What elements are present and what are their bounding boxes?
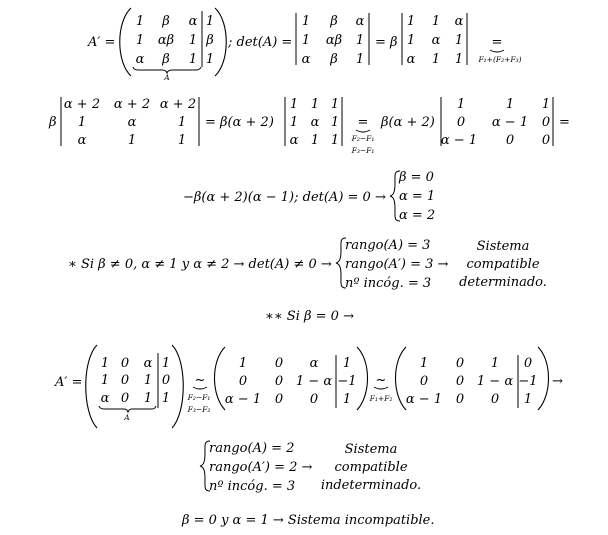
block-4-case-determinate xyxy=(68,238,547,291)
d4-cell: 1 xyxy=(289,97,299,112)
block-3-factored-det xyxy=(183,170,435,223)
block-7-case-indeterminate xyxy=(200,441,421,494)
equals-sign: = xyxy=(357,115,369,130)
m2-cell: 1 xyxy=(342,356,352,371)
equals-sign: = xyxy=(559,115,570,130)
equivalence-sign: ~ xyxy=(194,373,206,388)
d4-cell: α xyxy=(289,133,299,148)
right-paren xyxy=(215,8,226,76)
right-paren xyxy=(172,345,183,428)
m3-cell: 0 xyxy=(455,356,465,371)
d1-cell: 1 xyxy=(355,52,365,67)
m2-cell: 0 xyxy=(274,374,284,389)
d2-cell: 1 xyxy=(454,52,464,67)
m3-cell: 1 xyxy=(523,392,533,407)
condition-text: ∗ Si β ≠ 0, α ≠ 1 y α ≠ 2 → det(A) ≠ 0 → xyxy=(68,257,332,272)
d1-cell: β xyxy=(330,14,338,29)
d5-cell: 0 xyxy=(505,133,515,148)
arrow: → xyxy=(552,374,563,389)
d4-cell: 1 xyxy=(289,115,299,130)
d1-cell: αβ xyxy=(325,33,343,48)
d2-cell: α xyxy=(454,14,464,29)
case-line: α = 2 xyxy=(399,208,436,223)
result-line: determinado. xyxy=(459,275,547,290)
m1-cell: α xyxy=(143,356,153,371)
block-1-augmented-matrix-and-det xyxy=(87,8,522,82)
m3-cell: 1 − α xyxy=(476,374,514,389)
m2-cell: 0 xyxy=(309,392,319,407)
d3-cell: α xyxy=(127,115,137,130)
m1-cell: αβ xyxy=(157,33,175,48)
m1-cell: 1 xyxy=(100,356,110,371)
m3-cell: α − 1 xyxy=(405,392,443,407)
d5-cell: 0 xyxy=(541,115,551,130)
m3-cell: 0 xyxy=(419,374,429,389)
m1-cell: 0 xyxy=(120,356,130,371)
block-2-determinant-expansion xyxy=(48,97,570,155)
d2-cell: α xyxy=(431,33,441,48)
beta-alpha-factor: β(α + 2) xyxy=(381,115,435,130)
d3-cell: 1 xyxy=(77,115,87,130)
m1-cell: 1 xyxy=(135,14,145,29)
m2-cell: 0 xyxy=(238,374,248,389)
d1-cell: 1 xyxy=(301,33,311,48)
case-title: ∗∗ Si β = 0 → xyxy=(265,309,354,324)
d3-cell: α + 2 xyxy=(113,97,151,112)
m1-cell: 1 xyxy=(143,373,153,388)
underbrace-label: A xyxy=(124,413,130,422)
m1-cell: 0 xyxy=(161,373,171,388)
case-line: nº incóg. = 3 xyxy=(345,276,432,291)
m1-cell: 1 xyxy=(161,356,171,371)
m3-cell: 0 xyxy=(523,356,533,371)
d2-cell: 1 xyxy=(454,33,464,48)
block-8-incompatible xyxy=(181,513,435,528)
case-line: rango(A) = 3 xyxy=(345,238,431,253)
m1-cell: α xyxy=(100,391,110,406)
m1-cell: 1 xyxy=(205,52,215,67)
d5-cell: 1 xyxy=(456,97,466,112)
case-line: rango(A) = 2 xyxy=(209,441,295,456)
d5-cell: 1 xyxy=(505,97,515,112)
d4-cell: 1 xyxy=(330,97,340,112)
result-line: indeterminado. xyxy=(320,478,422,493)
op-label: F₁+(F₂+F₃) xyxy=(478,55,522,64)
m1-cell: 1 xyxy=(188,52,198,67)
under-arc xyxy=(356,130,370,132)
m2-cell: α xyxy=(309,356,319,371)
m1-cell: 1 xyxy=(100,373,110,388)
block-6-gauss-reduction xyxy=(54,345,563,428)
m1-cell: 1 xyxy=(205,14,215,29)
m2-cell: 0 xyxy=(274,356,284,371)
aprime-label: A′ = xyxy=(88,35,116,50)
d5-cell: 1 xyxy=(541,97,551,112)
d3-cell: 1 xyxy=(177,133,187,148)
aprime-label: A′ = xyxy=(55,375,83,390)
block-5-case-beta-zero xyxy=(265,309,354,324)
m1-cell: 1 xyxy=(161,391,171,406)
d5-cell: α − 1 xyxy=(440,133,478,148)
d3-cell: α + 2 xyxy=(159,97,197,112)
m3-cell: 1 xyxy=(419,356,429,371)
m3-cell: 1 xyxy=(490,356,500,371)
m1-cell: α xyxy=(135,52,145,67)
op-label: F₂−F₁ xyxy=(187,393,211,402)
eq-beta-alpha: = β(α + 2) xyxy=(205,115,274,130)
d5-cell: α − 1 xyxy=(491,115,529,130)
m3-cell: 0 xyxy=(455,392,465,407)
m1-cell: α xyxy=(188,14,198,29)
d3-cell: α xyxy=(77,133,87,148)
m1-cell: 1 xyxy=(188,33,198,48)
d1-cell: 1 xyxy=(301,14,311,29)
d1-cell: α xyxy=(301,52,311,67)
d4-cell: 1 xyxy=(310,97,320,112)
d3-cell: 1 xyxy=(127,133,137,148)
d2-cell: 1 xyxy=(431,52,441,67)
m3-cell: 0 xyxy=(455,374,465,389)
m1-cell: β xyxy=(162,14,170,29)
d3-cell: 1 xyxy=(177,115,187,130)
equivalence-sign: ~ xyxy=(375,373,387,388)
d5-cell: 0 xyxy=(456,115,466,130)
case-line: rango(A′) = 2 → xyxy=(209,460,313,475)
m2-cell: 1 xyxy=(342,392,352,407)
result-line: Sistema xyxy=(476,239,530,254)
d4-cell: 1 xyxy=(330,115,340,130)
case-line: α = 1 xyxy=(399,189,436,204)
m2-cell: α − 1 xyxy=(224,392,262,407)
d2-cell: 1 xyxy=(431,14,441,29)
case-line: β = 0 xyxy=(399,170,434,185)
op-label: F₃−F₁ xyxy=(351,146,375,155)
op-label: F₁+F₂ xyxy=(369,394,393,403)
d3-cell: α + 2 xyxy=(63,97,101,112)
d4-cell: α xyxy=(310,115,320,130)
m1-cell: 0 xyxy=(120,373,130,388)
result-line: compatible xyxy=(334,460,408,475)
underbrace-label: A xyxy=(164,73,170,82)
left-paren xyxy=(396,347,407,410)
m3-cell: 0 xyxy=(490,392,500,407)
final-line: β = 0 y α = 1 → Sistema incompatible. xyxy=(182,513,435,528)
m2-cell: −1 xyxy=(337,374,357,389)
m1-cell: 1 xyxy=(143,391,153,406)
d1-cell: β xyxy=(330,52,338,67)
d5-cell: 0 xyxy=(541,133,551,148)
d2-cell: 1 xyxy=(406,14,416,29)
left-paren xyxy=(120,8,131,76)
underbrace xyxy=(99,406,156,412)
case-line: nº incóg. = 3 xyxy=(209,479,296,494)
op-label: F₃−F₂ xyxy=(187,405,211,414)
result-line: Sistema xyxy=(344,442,398,457)
beta-factor: β xyxy=(49,115,57,130)
d1-cell: 1 xyxy=(355,33,365,48)
under-arc xyxy=(490,50,504,52)
equals-sign: = xyxy=(491,35,503,50)
m1-cell: β xyxy=(162,52,170,67)
factored-expression: −β(α + 2)(α − 1); det(A) = 0 → xyxy=(183,190,386,205)
right-paren xyxy=(538,347,549,410)
det-label: ; det(A) = xyxy=(228,35,293,50)
m1-cell: 1 xyxy=(135,33,145,48)
m2-cell: 1 xyxy=(238,356,248,371)
eq-beta: = β xyxy=(375,35,398,50)
d2-cell: α xyxy=(406,52,416,67)
d4-cell: 1 xyxy=(330,133,340,148)
d4-cell: 1 xyxy=(310,133,320,148)
m3-cell: −1 xyxy=(518,374,538,389)
op-label: F₂−F₁ xyxy=(351,134,375,143)
d1-cell: α xyxy=(355,14,365,29)
m1-cell: β xyxy=(206,33,214,48)
left-paren xyxy=(86,345,97,428)
m2-cell: 0 xyxy=(274,392,284,407)
case-line: rango(A′) = 3 → xyxy=(345,257,449,272)
left-paren xyxy=(215,347,226,410)
m1-cell: 0 xyxy=(120,391,130,406)
m2-cell: 1 − α xyxy=(295,374,333,389)
result-line: compatible xyxy=(466,257,540,272)
d2-cell: 1 xyxy=(406,33,416,48)
right-paren xyxy=(357,347,368,410)
